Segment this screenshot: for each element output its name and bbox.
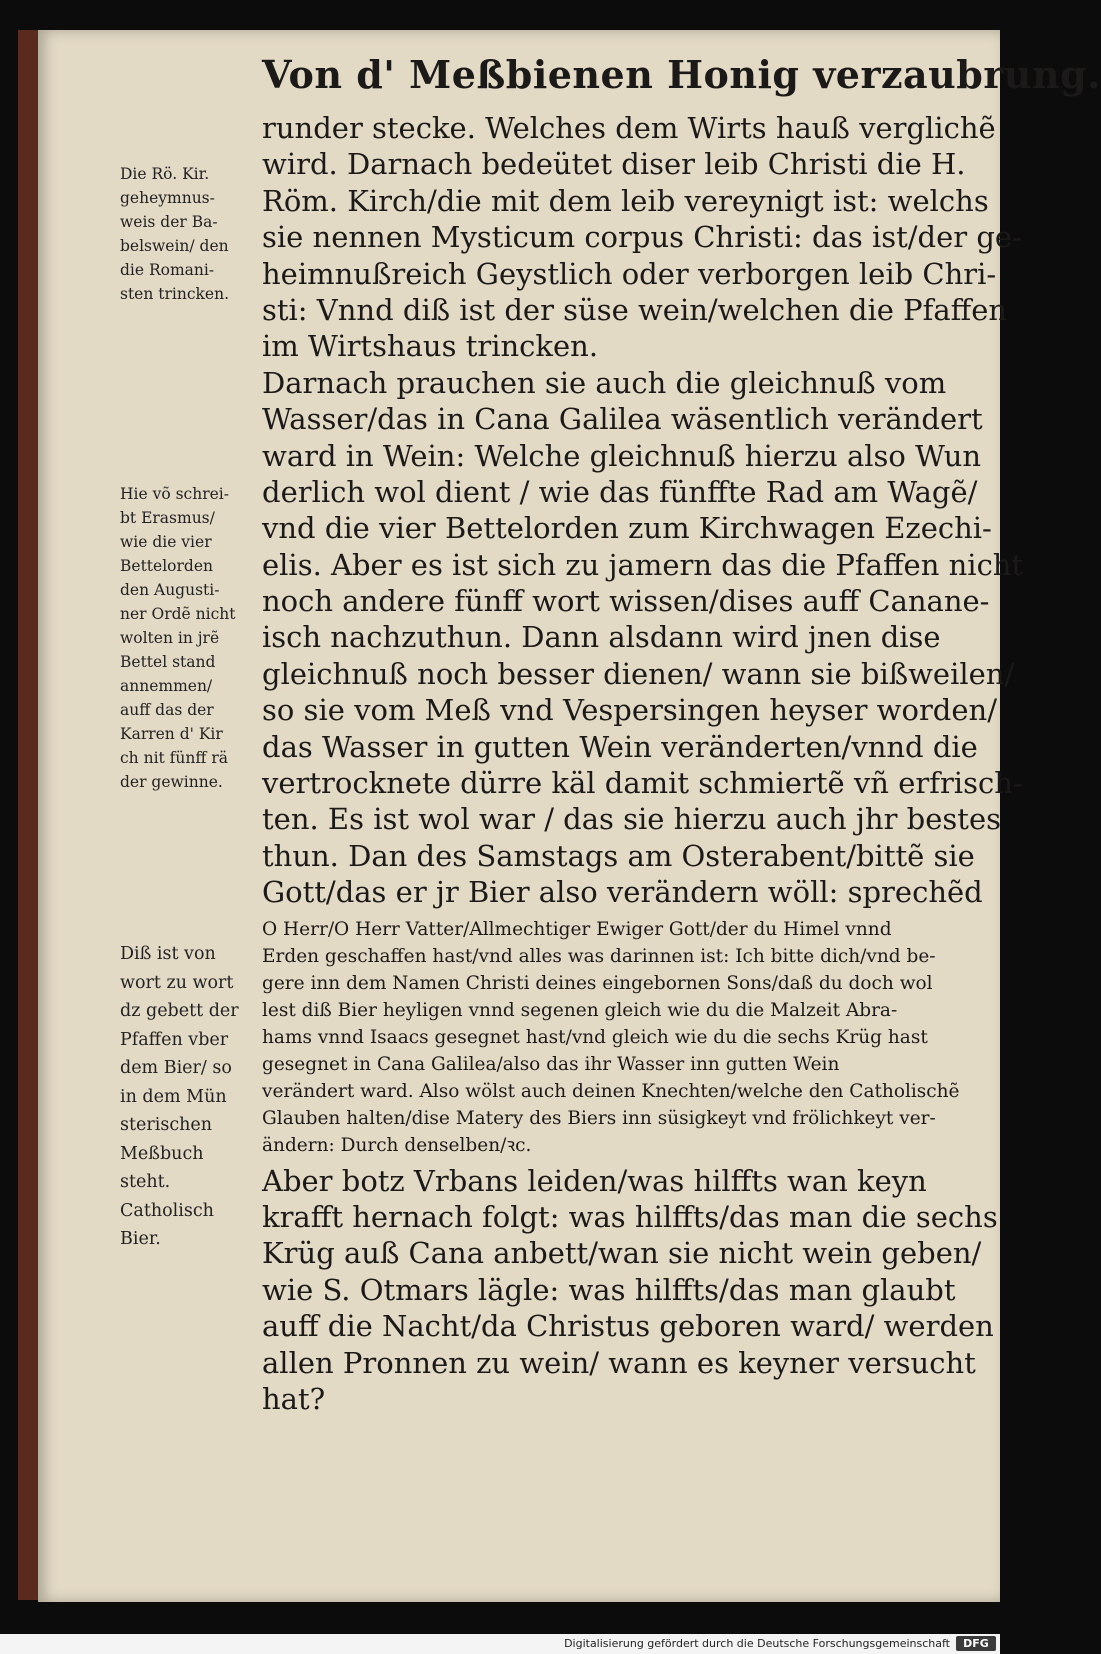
text-line: ten. Es ist wol war / das sie hierzu auch jhr bestes <box>262 802 1001 837</box>
margin-note-line: wolten in jrẽ <box>120 629 220 647</box>
prayer-line: gere inn dem Namen Christi deines eingebornen Sons/daß du doch wol <box>262 972 933 994</box>
running-head: Von d' Meßbienen Honig verzaubrung. <box>262 52 1101 97</box>
margin-note-line: den Augusti- <box>120 581 220 599</box>
margin-note-line: Catholisch <box>120 1200 214 1221</box>
text-line: elis. Aber es ist sich zu jamern das die Pfaffen nicht <box>262 547 1024 582</box>
margin-note-line: belswein/ den <box>120 237 229 255</box>
digitization-credit-bar <box>0 1634 1000 1654</box>
margin-note-line: wie die vier <box>120 533 212 551</box>
dfg-logo: DFG <box>956 1636 996 1651</box>
text-line: vnd die vier Bettelorden zum Kirchwagen Ezechi- <box>262 511 992 546</box>
text-line: sti: Vnnd diß ist der süse wein/welchen die Pfaffen <box>262 292 1008 327</box>
margin-note-line: Die Rö. Kir. <box>120 165 210 183</box>
text-line: hat? <box>262 1381 326 1416</box>
text-line: sie nennen Mysticum corpus Christi: das ist/der ge- <box>262 220 1022 255</box>
margin-note-line: der gewinne. <box>120 773 223 791</box>
text-line: Gott/das er jr Bier also verändern wöll: sprechẽd <box>262 875 983 910</box>
prayer-line: ändern: Durch denselben/ꝛc. <box>262 1134 532 1156</box>
margin-note-line: bt Erasmus/ <box>120 509 215 527</box>
text-line: Aber botz Vrbans leiden/was hilffts wan keyn <box>262 1163 927 1198</box>
margin-note-line: Meßbuch <box>120 1143 204 1164</box>
margin-note-line: auff das der <box>120 701 214 719</box>
prayer-line: lest diß Bier heyligen vnnd segenen gleich wie du die Malzeit Abra- <box>262 999 898 1021</box>
margin-note-line: Pfaffen vber <box>120 1029 229 1050</box>
text-line: noch andere fünff wort wissen/dises auff Canane- <box>262 584 990 619</box>
text-line: so sie vom Meß vnd Vespersingen heyser worden/ <box>262 693 997 728</box>
margin-note-roman-church <box>120 162 260 306</box>
prayer-line: O Herr/O Herr Vatter/Allmechtiger Ewiger Gott/der du Himel vnnd <box>262 918 892 940</box>
text-line: krafft hernach folgt: was hilffts/das man die sechs <box>262 1199 998 1234</box>
margin-note-prayer-source <box>120 940 260 1254</box>
main-paragraphs <box>262 110 1024 911</box>
prayer-line: verändert ward. Also wölst auch deinen Knechten/welche den Catholischẽ <box>262 1080 960 1102</box>
closing-paragraph <box>262 1163 998 1418</box>
margin-note-line: ch nit fünff rä <box>120 749 228 767</box>
margin-note-line: Bettelorden <box>120 557 213 575</box>
margin-note-line: geheymnus- <box>120 189 215 207</box>
margin-note-line: dem Bier/ so <box>120 1058 232 1078</box>
prayer-line: gesegnet in Cana Galilea/also das ihr Wasser inn gutten Wein <box>262 1053 840 1075</box>
text-line: Krüg auß Cana anbett/wan sie nicht wein geben/ <box>262 1236 982 1271</box>
margin-note-line: Hie võ schrei- <box>120 485 229 503</box>
text-line: heimnußreich Geystlich oder verborgen leib Chri- <box>262 256 997 291</box>
text-line: runder stecke. Welches dem Wirts hauß verglichẽ <box>262 111 996 145</box>
prayer-line: hams vnnd Isaacs gesegnet hast/vnd gleich wie du die sechs Krüg hast <box>262 1026 928 1048</box>
text-line: wird. Darnach bedeütet diser leib Christi die H. <box>262 147 966 182</box>
text-line: ward in Wein: Welche gleichnuß hierzu also Wun <box>262 438 982 473</box>
prayer-line: Erden geschaffen hast/vnd alles was darinnen ist: Ich bitte dich/vnd be- <box>262 945 936 967</box>
prayer-line: Glauben halten/dise Matery des Biers inn süsigkeyt vnd frölichkeyt ver- <box>262 1107 936 1129</box>
margin-note-line: in dem Mün <box>120 1086 227 1107</box>
text-line: gleichnuß noch besser dienen/ wann sie bißweilen/ <box>262 656 1015 691</box>
text-line: Wasser/das in Cana Galilea wäsentlich verändert <box>262 402 983 437</box>
margin-note-line: sterischen <box>120 1115 213 1135</box>
text-line: wie S. Otmars lägle: was hilffts/das man glaubt <box>262 1272 956 1307</box>
margin-note-line: wort zu wort <box>120 972 234 993</box>
margin-note-line: dz gebett der <box>120 1001 239 1021</box>
text-line: isch nachzuthun. Dann alsdann wird jnen dise <box>262 620 941 655</box>
margin-note-line: steht. <box>120 1172 171 1192</box>
margin-note-line: Karren d' Kir <box>120 725 223 743</box>
text-line: thun. Dan des Samstags am Osterabent/bittẽ sie <box>262 838 975 873</box>
margin-note-line: Bier. <box>120 1229 161 1249</box>
margin-note-line: die Romani- <box>120 261 215 279</box>
prayer-quotation <box>262 916 960 1159</box>
text-line: auff die Nacht/da Christus geboren ward/ werden <box>262 1309 994 1344</box>
text-line: Darnach prauchen sie auch die gleichnuß vom <box>262 365 947 400</box>
credit-text: Digitalisierung gefördert durch die Deutsche Forschungsgemeinschaft <box>564 1637 950 1650</box>
margin-note-line: ner Ordẽ nicht <box>120 605 236 623</box>
text-line: derlich wol dient / wie das fünffte Rad am Wagẽ/ <box>262 474 978 509</box>
margin-note-line: annemmen/ <box>120 677 213 695</box>
margin-note-erasmus <box>120 482 260 794</box>
text-line: das Wasser in gutten Wein veränderten/vnnd die <box>262 729 978 764</box>
text-line: vertrocknete dürre käl damit schmiertẽ vñ erfrisch- <box>262 766 1023 801</box>
text-line: im Wirtshaus trincken. <box>262 329 599 364</box>
text-line: Röm. Kirch/die mit dem leib vereynigt ist: welchs <box>262 183 989 218</box>
margin-note-line: sten trincken. <box>120 285 229 303</box>
text-line: allen Pronnen zu wein/ wann es keyner versucht <box>262 1345 976 1380</box>
main-text-block <box>262 110 1024 1417</box>
margin-note-line: weis der Ba- <box>120 213 218 231</box>
margin-note-line: Diß ist von <box>120 944 216 964</box>
margin-note-line: Bettel stand <box>120 653 216 671</box>
